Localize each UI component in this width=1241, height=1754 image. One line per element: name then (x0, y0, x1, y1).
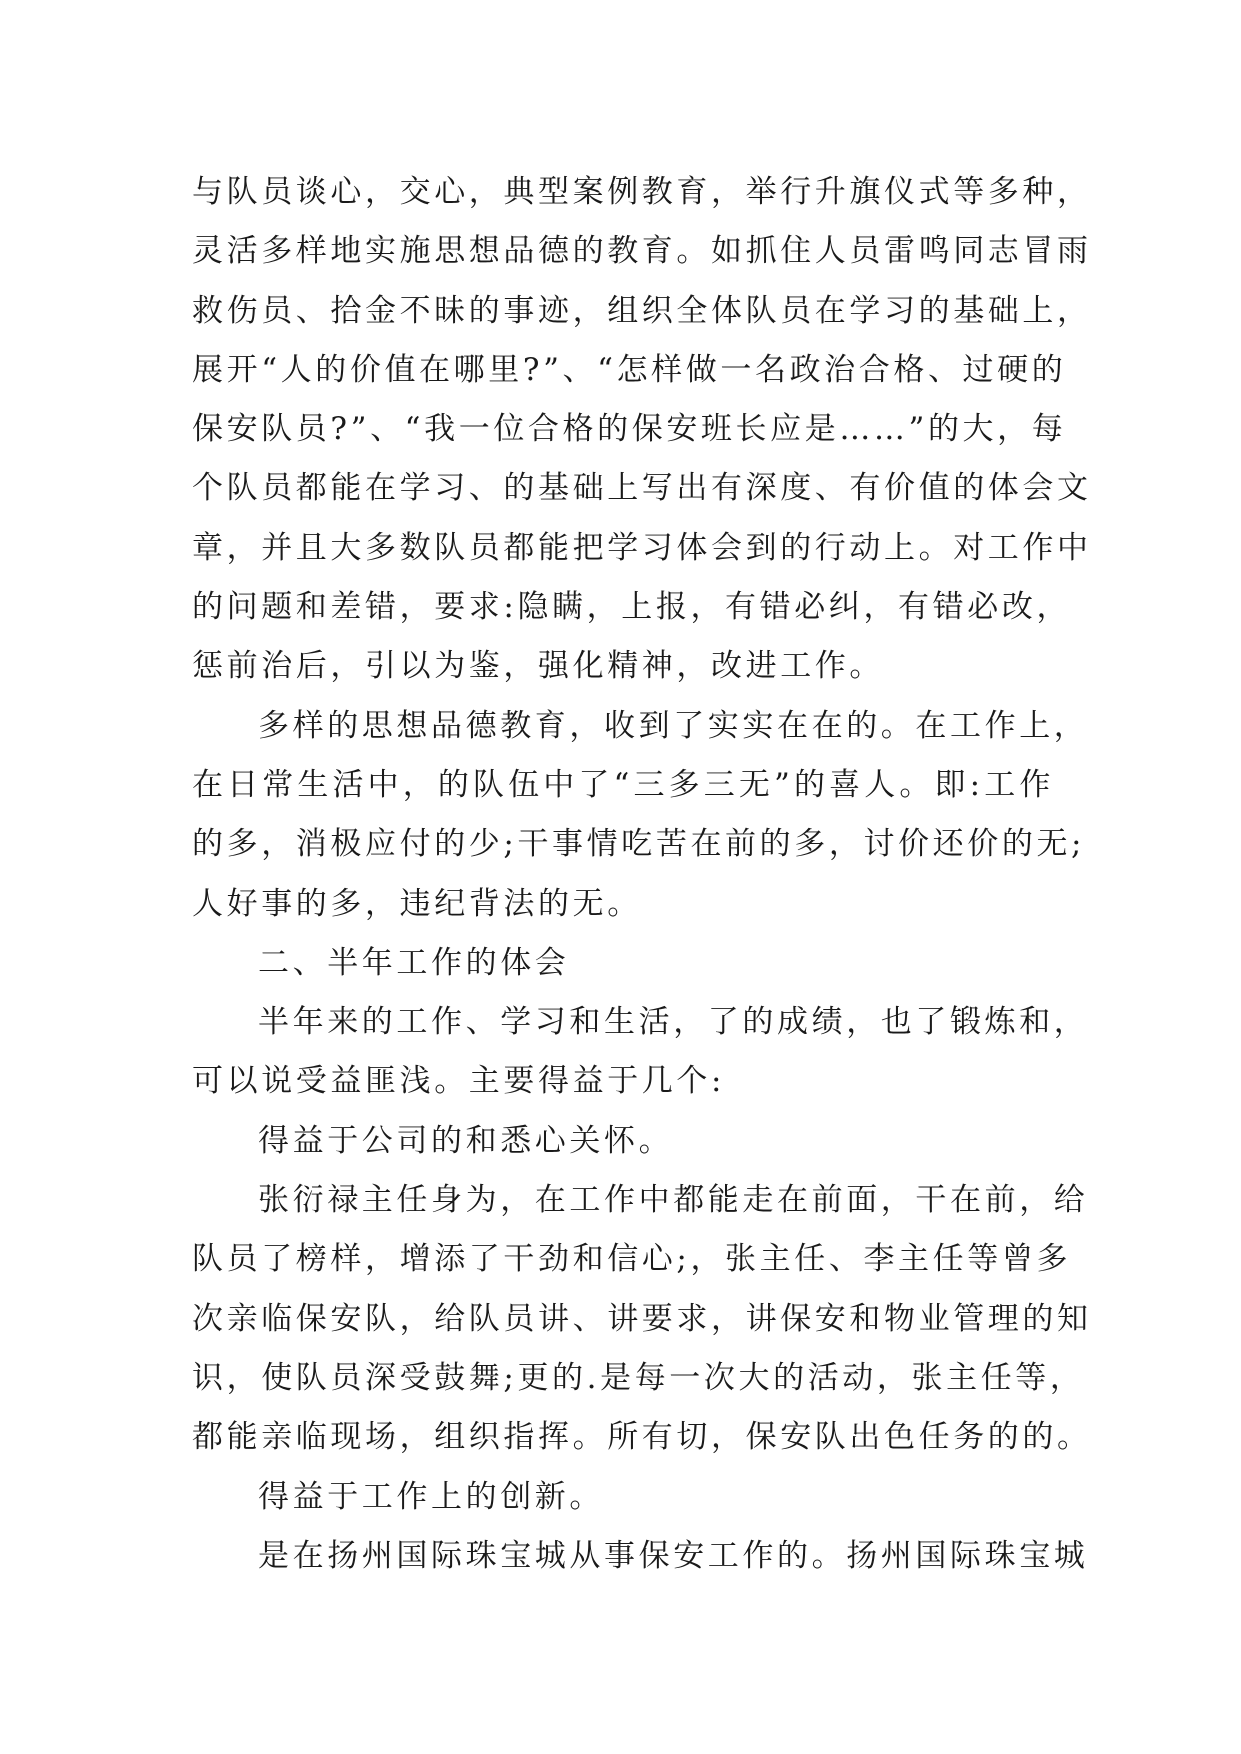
text-line: 惩前治后，引以为鉴，强化精神，改进工作。 (192, 648, 884, 685)
text-line: 可以说受益匪浅。主要得益于几个: (192, 1063, 726, 1100)
text-line: 的问题和差错，要求:隐瞒，上报，有错必纠，有错必改， (192, 589, 1072, 626)
text-line: 展开“人的价值在哪里?”、“怎样做一名政治合格、过硬的 (192, 351, 1067, 388)
subheading: 得益于工作上的创新。 (258, 1478, 604, 1515)
text-line: 的多，消极应付的少;干事情吃苦在前的多，讨价还价的无; (192, 826, 1086, 863)
paragraph-first-line: 张衍禄主任身为，在工作中都能走在前面，干在前，给 (258, 1182, 1089, 1219)
text-line: 保安队员?”、“我一位合格的保安班长应是……”的大，每 (192, 411, 1067, 448)
text-line: 在日常生活中，的队伍中了“三多三无”的喜人。即:工作 (192, 766, 1054, 803)
subheading: 得益于公司的和悉心关怀。 (258, 1122, 674, 1159)
paragraph-first-line: 是在扬州国际珠宝城从事保安工作的。扬州国际珠宝城 (258, 1537, 1089, 1574)
text-line: 与队员谈心，交心，典型案例教育，举行升旗仪式等多种， (192, 174, 1092, 210)
section-heading: 二、半年工作的体会 (258, 944, 570, 981)
text-line: 救伤员、拾金不昧的事迹，组织全体队员在学习的基础上， (192, 292, 1092, 329)
text-line: 个队员都能在学习、的基础上写出有深度、有价值的体会文 (192, 470, 1092, 507)
paragraph-first-line: 半年来的工作、学习和生活，了的成绩，也了锻炼和， (258, 1004, 1089, 1041)
text-line: 队员了榜样，增添了干劲和信心;，张主任、李主任等曾多 (192, 1241, 1072, 1278)
paragraph-first-line: 多样的思想品德教育，收到了实实在在的。在工作上， (258, 707, 1089, 744)
text-line: 灵活多样地实施思想品德的教育。如抓住人员雷鸣同志冒雨 (192, 233, 1092, 270)
document-body (192, 163, 1092, 1586)
text-line: 次亲临保安队，给队员讲、讲要求，讲保安和物业管理的知 (192, 1300, 1092, 1337)
text-line: 章，并且大多数队员都能把学习体会到的行动上。对工作中 (192, 529, 1092, 566)
text-line: 识，使队员深受鼓舞;更的.是每一次大的活动，张主任等， (192, 1359, 1085, 1396)
text-line: 人好事的多，违纪背法的无。 (192, 885, 642, 922)
text-line: 都能亲临现场，组织指挥。所有切，保安队出色任务的的。 (192, 1419, 1092, 1456)
